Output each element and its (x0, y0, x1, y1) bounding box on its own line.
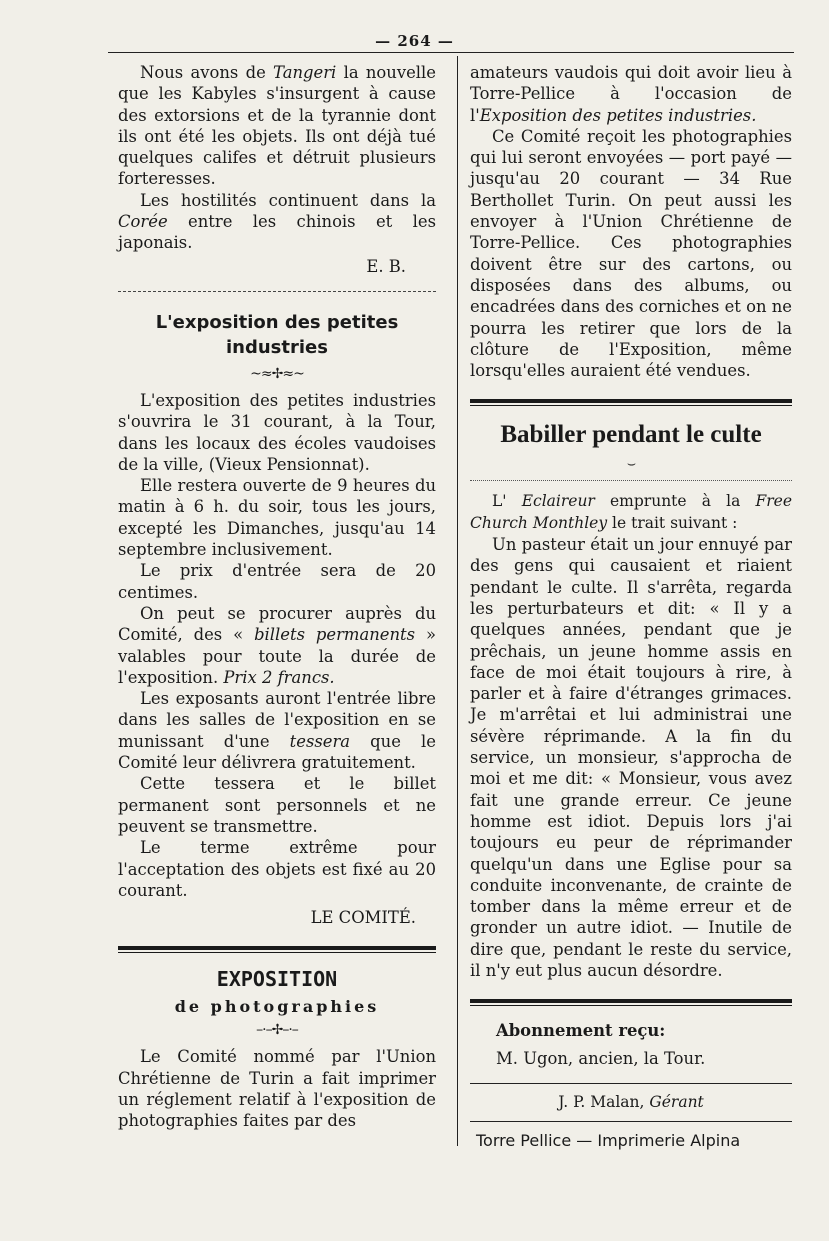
photo-continuation: amateurs vaudois qui doit avoir lieu à Torre-Pellice à l'occasion de l'Exposition des petites industries. (470, 63, 792, 125)
section-title-exposition: L'exposition des petites industries (155, 311, 399, 358)
photo-exposition-paragraph: Le Comité nommé par l'Union Chrétienne de Turin a fait imprimer un réglement relatif à l'exposition de photographies faites par des (118, 1047, 436, 1131)
exposition-paragraph-6: Cette tessera et le billet permanent sont personnels et ne peuvent se transmettre. (118, 774, 436, 836)
news-paragraph-tangeri: Nous avons de Tangeri la nouvelle que les Kabyles s'insurgent à cause des extorsions et de la tyrannie dont ils ont été les objets. Ils ont déjà tué quelques califes et détruit plusieurs forteresses. (118, 63, 436, 189)
thin-rule (470, 1083, 792, 1084)
exposition-paragraph-5: Les exposants auront l'entrée libre dans les salles de l'exposition en se munissant d'une tessera que le Comité leur délivrera gratuitement. (118, 689, 436, 773)
flourish-ornament-3: ⌣ (626, 456, 636, 473)
thin-rule-2 (470, 1121, 792, 1122)
printer-line: Torre Pellice — Imprimerie Alpina (476, 1131, 741, 1151)
news-signature: E. B. (366, 256, 406, 276)
article-title-babiller: Babiller pendant le culte (500, 421, 762, 449)
right-column (470, 62, 792, 1151)
exposition-paragraph-1: L'exposition des petites industries s'ouvrira le 31 courant, à la Tour, dans les locaux des écoles vaudoises de la ville, (Vieux Pensionnat). (118, 390, 436, 474)
flourish-ornament: ~≈✢≈~ (250, 365, 304, 382)
dashed-separator (118, 291, 436, 292)
exposition-signature: LE COMITÉ. (310, 908, 416, 928)
exposition-paragraph-3: Le prix d'entrée sera de 20 centimes. (118, 561, 436, 602)
page-number: — 264 — (375, 32, 454, 50)
dotted-rule (470, 480, 792, 481)
photo-exposition-title: EXPOSITION (216, 967, 338, 992)
thick-separator-right-2 (470, 999, 792, 1006)
thick-separator (118, 946, 436, 953)
column-divider (457, 56, 458, 1146)
header-rule (108, 52, 794, 53)
left-column (118, 62, 436, 1132)
babiller-intro: L' Eclaireur emprunte à la Free Church Monthley le trait suivant : (470, 492, 793, 532)
exposition-paragraph-4: On peut se procurer auprès du Comité, des « billets permanents » valables pour toute la durée de l'exposition. Prix 2 francs. (118, 603, 436, 687)
news-paragraph-coree: Les hostilités continuent dans la Corée entre les chinois et les japonais. (118, 190, 436, 253)
subscription-title: Abonnement reçu: (496, 1021, 666, 1041)
photo-exposition-subtitle: de photographies (174, 997, 380, 1017)
subscription-entry: M. Ugon, ancien, la Tour. (496, 1048, 706, 1068)
manager-line: J. P. Malan, Gérant (558, 1092, 704, 1111)
exposition-paragraph-2: Elle restera ouverte de 9 heures du matin à 6 h. du soir, tous les jours, excepté les Dimanches, jusqu'au 14 septembre inclusivement. (118, 476, 436, 560)
thick-separator-right (470, 399, 792, 406)
exposition-paragraph-7: Le terme extrême pour l'acceptation des objets est fixé au 20 courant. (118, 838, 436, 900)
flourish-ornament-2: –·–✢–·– (256, 1022, 298, 1039)
photo-paragraph-2: Ce Comité reçoit les photographies qui lui seront envoyées — port payé — jusqu'au 20 courant — 34 Rue Berthollet Turin. On peut aussi les envoyer à l'Union Chrétienne de Torre-Pellice. Ces photographies doivent être sur des cartons, ou disposées dans des albums, ou encadrées dans des corniches et on ne pourra les retirer que lors de la clôture de l'Exposition, même lorsqu'elles auraient été vendues. (470, 126, 792, 381)
babiller-story: Un pasteur était un jour ennuyé par des gens qui causaient et riaient pendant le culte. Il s'arrêta, regarda les perturbateurs et dit: « Il y a quelques années, pendant que je prêchais, un jeune homme assis en face de moi était toujours à rire, à parler et à faire d'étranges grimaces. Je m'arrêtai et lui administrai une sévère réprimande. A la fin du service, un monsieur, s'approcha de moi et me dit: « Monsieur, vous avez fait une grande erreur. Ce jeune homme est idiot. Depuis lors j'ai toujours eu peur de réprimander quelqu'un dans une Eglise pour sa conduite inconvenante, de crainte de tomber dans la même erreur et de gronder un autre idiot. — Inutile de dire que, pendant le reste du service, il n'y eut plus aucun désordre. (470, 535, 792, 980)
